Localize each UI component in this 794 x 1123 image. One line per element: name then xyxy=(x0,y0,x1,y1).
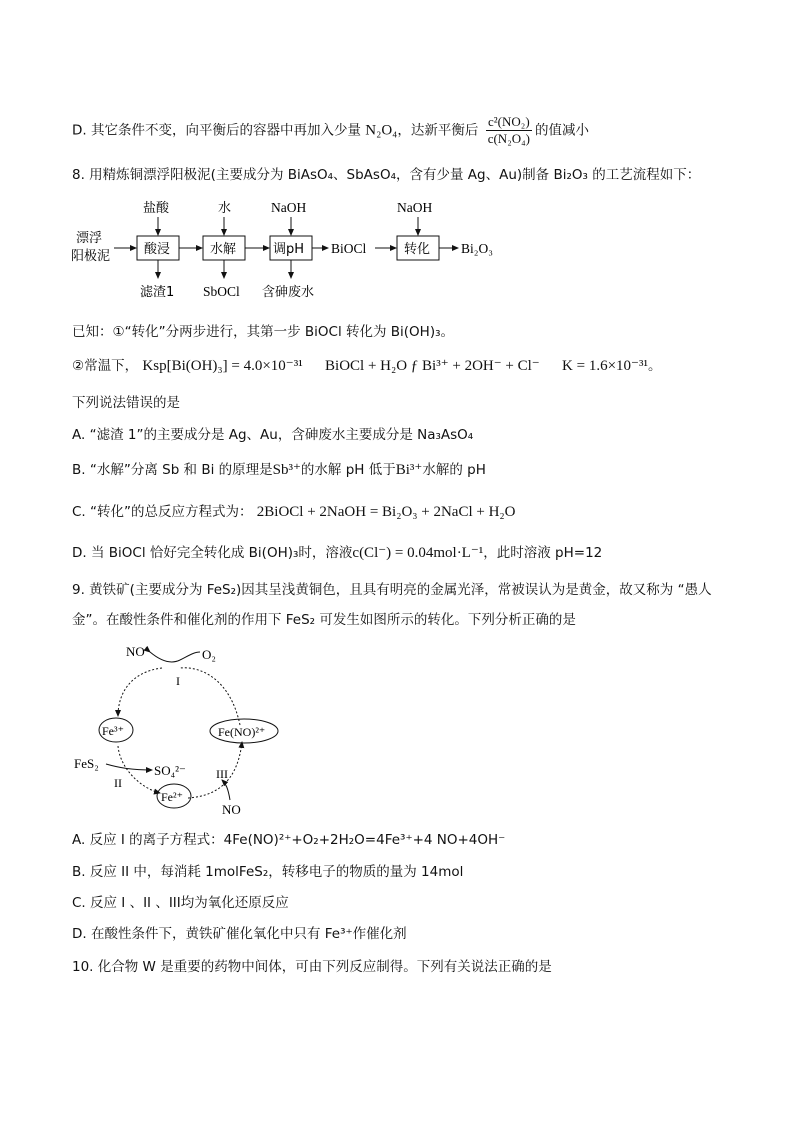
cycle-o2: O₂ xyxy=(202,647,216,662)
flow-box2-label: 水解 xyxy=(210,242,237,257)
q8-option-b-text3: 水解的 pH xyxy=(422,462,486,478)
q9-stem-line2: 金”。在酸性条件和催化剂的作用下 FeS₂ 可发生如图所示的转化。下列分析正确的是 xyxy=(72,612,576,628)
flow-reagent1: 盐酸 xyxy=(143,201,170,216)
q9-option-d: D. 在酸性条件下，黄铁矿催化氧化中只有 Fe³⁺作催化剂 xyxy=(72,926,407,942)
flow-waste3: 含砷废水 xyxy=(262,285,315,300)
q8-known-1-text: ①“转化”分两步进行，其第一步 BiOCl 转化为 Bi(OH)₃。 xyxy=(112,324,455,340)
q8-known-2-prefix: ②常温下， xyxy=(72,358,139,374)
q8-option-c-equation: 2BiOCl + 2NaOH = Bi₂O₃ + 2NaCl + H₂O xyxy=(256,504,516,520)
q7-option-d-frac-numerator: c²(NO₂) xyxy=(486,114,532,131)
q8-known-1 xyxy=(72,322,454,342)
q8-option-a: A. “滤渣 1”的主要成分是 Ag、Au，含砷废水主要成分是 Na₃AsO₄ xyxy=(72,427,474,443)
q7-option-d-text2: 的值减小 xyxy=(534,122,589,139)
q8-option-b-sb: Sb³⁺ xyxy=(272,462,301,478)
flow-box3-label: 调pH xyxy=(273,242,305,257)
q7-option-d-fraction xyxy=(486,114,532,147)
q7-option-d-comma: ，达新平衡后 xyxy=(397,122,479,139)
q8-known-2 xyxy=(72,356,661,376)
q10-stem: 10. 化合物 W 是重要的药物中间体，可由下列反应制得。下列有关说法正确的是 xyxy=(72,959,552,975)
q7-option-d-frac-denominator: c(N₂O₄) xyxy=(487,131,530,146)
q8-option-d xyxy=(72,543,602,563)
cycle-no-bottom: NO xyxy=(222,802,241,817)
q8-option-b-text1: B. “水解”分离 Sb 和 Bi 的原理是 xyxy=(72,462,273,478)
q9-option-b: B. 反应 II 中，每消耗 1molFeS₂，转移电子的物质的量为 14mol xyxy=(72,864,464,880)
cycle-so4: SO₄²⁻ xyxy=(154,763,186,778)
cycle-step2: II xyxy=(114,776,122,790)
cycle-step3: III xyxy=(216,767,228,781)
flow-box1-label: 酸浸 xyxy=(144,242,171,257)
q8-option-b-text2: 的水解 pH 低于 xyxy=(300,462,396,478)
q8-option-d-text2: ，此时溶液 pH=12 xyxy=(483,545,603,561)
q7-option-d-text1: 其它条件不变，向平衡后的容器中再加入少量 xyxy=(90,122,361,139)
flow-box4-label: 转化 xyxy=(404,242,431,257)
q7-option-d xyxy=(72,114,589,147)
flow-start-line2: 阳极泥 xyxy=(71,249,111,264)
q9-option-a: A. 反应 I 的离子方程式：4Fe(NO)²⁺+O₂+2H₂O=4Fe³⁺+4 NO+4OH⁻ xyxy=(72,832,506,848)
flow-reagent4: NaOH xyxy=(397,200,433,215)
flow-product: Bi₂O₃ xyxy=(461,241,493,256)
q8-known-2-equilibrium: BiOCl + H₂O ƒ Bi³⁺ + 2OH⁻ + Cl⁻ xyxy=(325,358,540,374)
q8-option-d-text1: D. 当 BiOCl 恰好完全转化成 Bi(OH)₃时，溶液 xyxy=(72,545,353,561)
q8-stem: 8. 用精炼铜漂浮阳极泥(主要成分为 BiAsO₄、SbAsO₄，含有少量 Ag、Au)制备 Bi₂O₃ 的工艺流程如下： xyxy=(72,167,701,183)
q8-flow-diagram xyxy=(70,196,520,310)
cycle-fe2: Fe²⁺ xyxy=(161,790,183,804)
q8-option-b xyxy=(72,460,486,480)
q8-option-c-text: C. “转化”的总反应方程式为： xyxy=(72,504,253,520)
flow-waste2: SbOCl xyxy=(203,284,240,299)
flow-mid-product: BiOCl xyxy=(331,241,367,256)
cycle-fe3: Fe³⁺ xyxy=(102,724,124,738)
cycle-fes2: FeS₂ xyxy=(74,756,99,771)
q9-option-c: C. 反应 I 、II 、III均为氧化还原反应 xyxy=(72,895,289,911)
q7-option-d-n2o4: N₂O₄ xyxy=(365,122,398,139)
flow-start-line1: 漂浮 xyxy=(76,231,103,246)
cycle-step1: I xyxy=(176,674,180,688)
q8-option-d-concentration: c(Cl⁻) = 0.04mol·L⁻¹ xyxy=(352,545,484,561)
q8-known-label: 已知： xyxy=(72,324,113,340)
cycle-no-top: NO xyxy=(126,644,145,659)
q8-option-c xyxy=(72,502,516,522)
flow-reagent3: NaOH xyxy=(271,200,307,215)
flow-reagent2: 水 xyxy=(218,201,232,216)
q8-option-b-bi: Bi³⁺ xyxy=(395,462,423,478)
flow-waste1: 滤渣1 xyxy=(140,285,175,300)
q8-question: 下列说法错误的是 xyxy=(72,395,180,411)
cycle-feno: Fe(NO)²⁺ xyxy=(218,725,266,739)
q8-known-2-end: 。 xyxy=(647,358,662,374)
q8-known-2-ksp: Ksp[Bi(OH)₃] = 4.0×10⁻³¹ xyxy=(142,358,303,374)
q9-cycle-diagram xyxy=(70,638,300,822)
q8-known-2-k: K = 1.6×10⁻³¹ xyxy=(562,358,648,374)
q9-stem-line1: 9. 黄铁矿(主要成分为 FeS₂)因其呈浅黄铜色，且具有明亮的金属光泽，常被误认为是黄金，故又称为 “愚人 xyxy=(72,582,712,598)
q7-option-d-label: D. xyxy=(72,122,87,139)
